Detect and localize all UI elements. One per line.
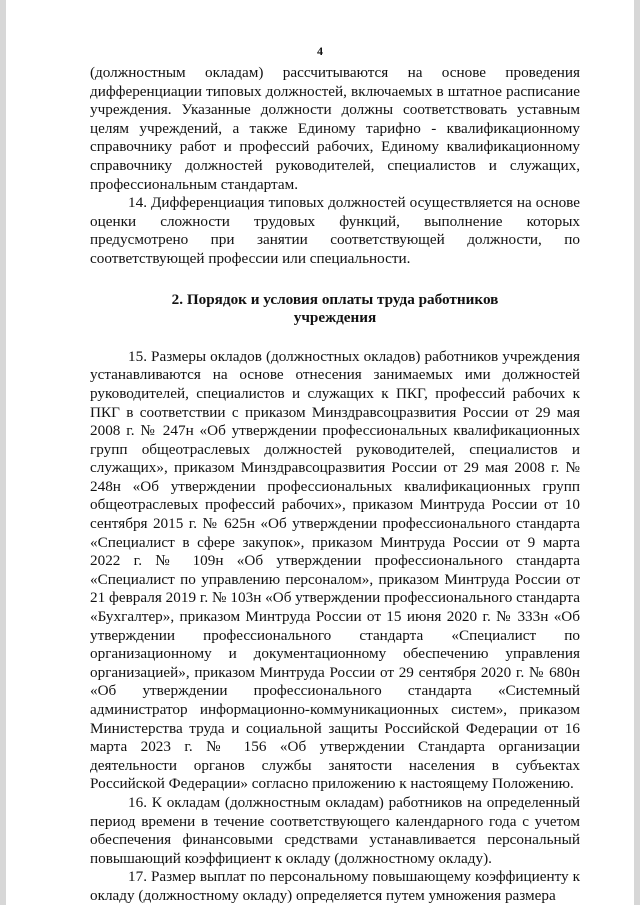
paragraph-continuation: (должностным окладам) рассчитываются на основе проведения дифференциации типовых должностей, включаемых в штатное расписание учреждения. Указанные должности должны соответствовать уставным целям учреждений, а также Единому тарифно - квалификационному справочнику работ и профессий рабочих, Единому квалификационному справочнику должностей руководителей, специалистов и служащих, профессиональным стандартам. xyxy=(90,64,580,193)
paragraph-17: 17. Размер выплат по персональному повышающему коэффициенту к окладу (должностному окладу) определяется путем умножения размера xyxy=(90,868,580,904)
paragraph-14: 14. Дифференциация типовых должностей осуществляется на основе оценки сложности трудовых функций, выполнение которых предусмотрено при занятии соответствующей должности, по соответствующей профессии или специальности. xyxy=(90,194,580,267)
section-heading-line-2: учреждения xyxy=(293,309,377,327)
section-heading-line-1: 2. Порядок и условия оплаты труда работников xyxy=(171,290,499,308)
section-heading xyxy=(90,291,580,328)
paragraph-16: 16. К окладам (должностным окладам) работников на определенный период времени в течение соответствующего календарного года с учетом обеспечения финансовыми средствами устанавливается персональный повышающий коэффициент к окладу (должностному окладу). xyxy=(90,793,580,867)
scan-edge-right xyxy=(634,0,640,905)
paragraph-15: 15. Размеры окладов (должностных окладов) работников учреждения устанавливаются на основе отнесения занимаемых ими должностей руководителей, специалистов и служащих к ПКГ, профессий рабочих к ПКГ в соответствии с приказом Минздравсоцразвития России от 29 мая 2008 г. № 247н «Об утверждении профессиональных квалификационных групп общеотраслевых должностей руководителей, специалистов и служащих», приказом Минздравсоцразвития России от 29 мая 2008 г. № 248н «Об утверждении профессиональных квалификационных групп общеотраслевых профессий рабочих», приказом Минтруда России от 10 сентября 2015 г. № 625н «Об утверждении профессионального стандарта «Специалист в сфере закупок», приказом Минтруда России от 9 марта 2022 г. № 109н «Об утверждении профессионального стандарта «Специалист по управлению персоналом», приказом Минтруда России от 21 февраля 2019 г. № 103н «Об утверждении профессионального стандарта «Бухгалтер», приказом Минтруда России от 15 июня 2020 г. № 333н «Об утверждении профессионального стандарта «Специалист по организационному и документационному обеспечению управления организацией», приказом Минтруда России от 29 сентября 2020 г. № 680н «Об утверждении профессионального стандарта «Системный администратор информационно-коммуникационных систем», приказом Министерства труда и социальной защиты Российской Федерации от 16 марта 2023 г. № 156 «Об утверждении Стандарта организации деятельности органов службы занятости населения в субъектах Российской Федерации» согласно приложению к настоящему Положению. xyxy=(90,347,580,793)
scan-edge-left xyxy=(0,0,6,905)
document-body xyxy=(90,64,580,906)
page-number: 4 xyxy=(317,44,323,58)
